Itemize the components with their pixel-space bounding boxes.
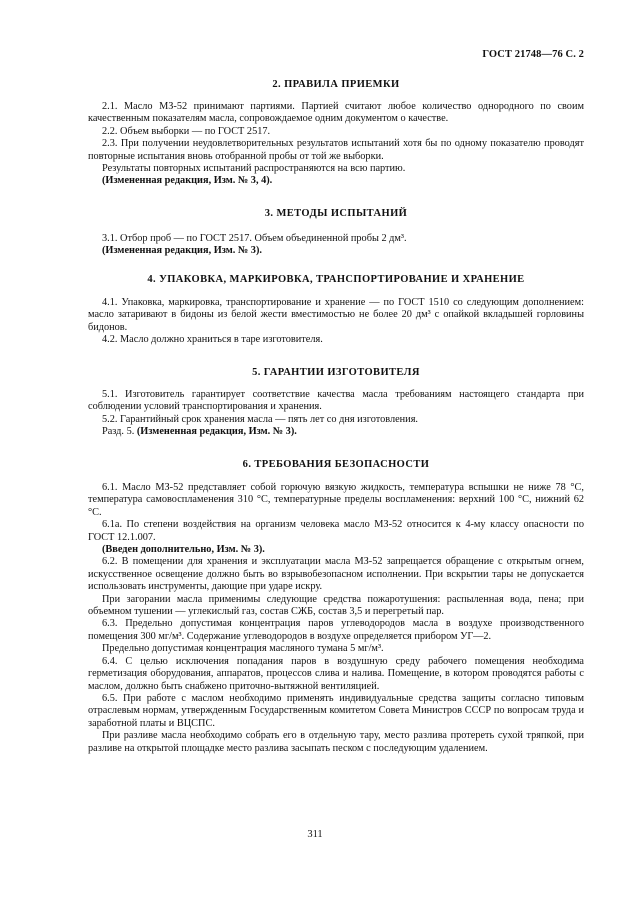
- section-title: 4. УПАКОВКА, МАРКИРОВКА, ТРАНСПОРТИРОВАНИЕ И ХРАНЕНИЕ: [147, 274, 525, 285]
- amendment-note: (Измененная редакция, Изм. № 3).: [136, 426, 297, 438]
- section-title: 3. МЕТОДЫ ИСПЫТАНИЙ: [264, 208, 408, 219]
- paragraph: 5.2. Гарантийный срок хранения масла — пять лет со дня изготовления.: [102, 413, 419, 425]
- paragraph: Предельно допустимая концентрация масляного тумана 5 мг/м³.: [102, 643, 384, 655]
- section-title: 2. ПРАВИЛА ПРИЕМКИ: [272, 79, 400, 90]
- section-warranty-body: [88, 389, 584, 439]
- section-safety: [88, 459, 584, 471]
- page-number: 311: [307, 829, 323, 840]
- amendment-note: (Введен дополнительно, Изм. № 3).: [102, 544, 265, 556]
- section-test-methods-body: [88, 233, 584, 258]
- section-reference: Разд. 5.: [102, 426, 135, 438]
- paragraph: 5.1. Изготовитель гарантирует соответствие качества масла требованиям настоящего стандарта при соблюдении условий транспортирования и хранения.: [88, 389, 584, 413]
- section-packaging-body: [88, 297, 584, 347]
- paragraph: Результаты повторных испытаний распространяются на всю партию.: [102, 163, 406, 175]
- paragraph: При разливе масла необходимо собрать его в отдельную тару, место разлива протереть сухой тряпкой, при разливе на открытой площадке место разлива засыпать песком с последующим удалением.: [88, 730, 584, 754]
- paragraph: 3.1. Отбор проб — по ГОСТ 2517. Объем объединенной пробы 2 дм³.: [102, 233, 407, 244]
- paragraph: 6.2. В помещении для хранения и эксплуатации масла МЗ-52 запрещается обращение с открытым огнем, искусственное освещение должно быть во взрывобезопасном исполнении. При вскрытии тары не допускается использовать инструменты, дающие при ударе искру.: [88, 556, 584, 593]
- paragraph: 6.5. При работе с маслом необходимо применять индивидуальные средства защиты согласно типовым отраслевым нормам, утвержденным Государственным комитетом Совета Министров СССР по вопросам труда и заработной платы и ВЦСПС.: [88, 692, 584, 729]
- section-safety-body: [88, 482, 584, 755]
- paragraph: 6.4. С целью исключения попадания паров в воздушную среду рабочего помещения необходима герметизация оборудования, аппаратов, процессов слива и налива. Помещение, в котором проводятся работы с маслом, должно быть снабжено приточно-вытяжной вентиляцией.: [88, 655, 584, 692]
- section-test-methods: [88, 208, 584, 220]
- section-acceptance-rules: [88, 79, 584, 91]
- amendment-line: [88, 426, 584, 438]
- paragraph: 2.3. При получении неудовлетворительных результатов испытаний хотя бы по одному показателю проводят повторные испытания вновь отобранной пробы от той же выборки.: [88, 138, 584, 162]
- paragraph: 2.1. Масло МЗ-52 принимают партиями. Партией считают любое количество однородного по своим качественным показателям масла, сопровождаемое одним документом о качестве.: [88, 101, 584, 125]
- paragraph: 4.1. Упаковка, маркировка, транспортирование и хранение — по ГОСТ 1510 со следующим дополнением: масло затаривают в бидоны из белой жести вместимостью не более 20 дм³ с опайкой вкладышей горловины бидонов.: [88, 297, 584, 333]
- section-title: 5. ГАРАНТИИ ИЗГОТОВИТЕЛЯ: [252, 367, 420, 378]
- section-acceptance-body: [88, 101, 584, 188]
- paragraph: 4.2. Масло должно храниться в таре изготовителя.: [102, 334, 323, 346]
- amendment-note: (Измененная редакция, Изм. № 3).: [102, 245, 262, 257]
- paragraph: При загорании масла применимы следующие средства пожаротушения: распыленная вода, пена; при объемном тушении — углекислый газ, состав СЖБ, состав 3,5 и перегретый пар.: [88, 593, 584, 618]
- paragraph: 2.2. Объем выборки — по ГОСТ 2517.: [102, 125, 271, 137]
- section-warranty: [88, 367, 584, 379]
- paragraph: 6.1. Масло МЗ-52 представляет собой горючую вязкую жидкость, температура вспышки не ниже 78 °С, температура самовоспламенения 310 °С, температурные пределы воспламенения: верхний 100 °С, нижний 62 °С.: [88, 482, 584, 518]
- amendment-note: (Измененная редакция, Изм. № 3, 4).: [102, 175, 273, 187]
- paragraph: 6.1а. По степени воздействия на организм человека масло МЗ-52 относится к 4-му классу опасности по ГОСТ 12.1.007.: [88, 519, 584, 543]
- document-header: ГОСТ 21748—76 С. 2: [482, 49, 584, 60]
- section-title: 6. ТРЕБОВАНИЯ БЕЗОПАСНОСТИ: [242, 459, 430, 470]
- section-packaging: [88, 274, 584, 286]
- paragraph: 6.3. Предельно допустимая концентрация паров углеводородов масла в воздухе производственного помещения 300 мг/м³. Содержание углеводородов в воздухе определяется прибором УГ—2.: [88, 618, 584, 642]
